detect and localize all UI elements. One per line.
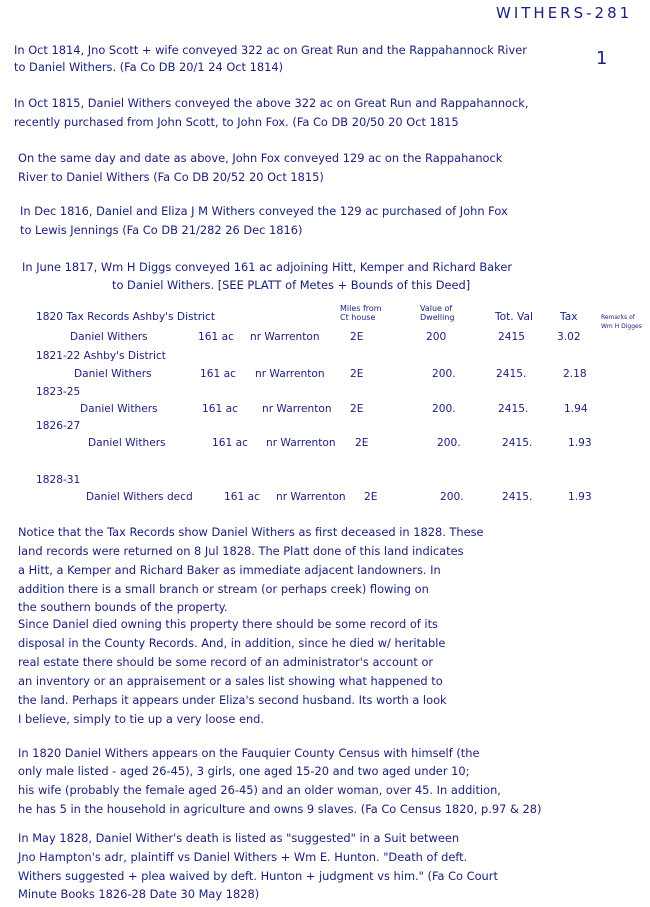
death-line-2: Jno Hampton's adr, plaintiff vs Daniel Withers + Wm E. Hunton. "Death of deft. [18,850,468,864]
notice-line-7: disposal in the County Records. And, in addition, since he died w/ heritable [18,636,446,650]
col-header-miles: Miles from Ct house [340,304,382,322]
deed-1817-line-2: to Daniel Withers. [SEE PLATT of Metes + Bounds of this Deed] [112,278,471,292]
deed-fox-line-1: On the same day and date as above, John Fox conveyed 129 ac on the Rappahanock [18,151,503,165]
table-row-miles: 2E [350,331,364,343]
table-row-name: Daniel Withers [80,403,158,415]
notice-line-8: real estate there should be some record of an administrator's account or [18,655,434,669]
deed-fox-line-2: River to Daniel Withers (Fa Co DB 20/52 20 Oct 1815) [18,170,324,184]
table-row-acres: 161 ac [200,368,236,380]
table-row-miles: 2E [350,368,364,380]
notice-line-5: the southern bounds of the property. [18,600,228,614]
census-line-3: his wife (probably the female aged 26-45) and an older woman, over 45. In addition, [18,783,501,797]
table-row-total: 2415. [502,437,533,449]
table-row-tax: 2.18 [563,368,587,380]
census-line-1: In 1820 Daniel Withers appears on the Fauquier County Census with himself (the [18,746,480,760]
table-row-total: 2415. [498,403,529,415]
table-row-tax: 1.93 [568,491,592,503]
table-row-location: nr Warrenton [255,368,325,380]
notice-line-9: an inventory or an appraisement or a sales list showing what happened to [18,674,443,688]
table-row-total: 2415. [496,368,527,380]
table-row-name: Daniel Withers decd [86,491,193,503]
tax-table-title: 1820 Tax Records Ashby's District [36,311,215,323]
table-row-acres: 161 ac [212,437,248,449]
table-row-acres: 161 ac [202,403,238,415]
notice-line-4: addition there is a small branch or stream (or perhaps creek) flowing on [18,582,429,596]
page-number: 1 [596,48,608,69]
table-row-dwelling: 200. [432,368,456,380]
table-row-dwelling: 200. [432,403,456,415]
table-row-name: Daniel Withers [70,331,148,343]
notice-line-10: the land. Perhaps it appears under Eliza's second husband. Its worth a look [18,693,447,707]
deed-1816-line-1: In Dec 1816, Daniel and Eliza J M Withers conveyed the 129 ac purchased of John Fox [20,204,508,218]
table-row-location: nr Warrenton [266,437,336,449]
deed-1814-line-2: to Daniel Withers. (Fa Co DB 20/1 24 Oct 1814) [14,60,284,74]
table-group-year: 1826-27 [36,420,81,432]
table-row-location: nr Warrenton [250,331,320,343]
table-group-year: 1823-25 [36,386,81,398]
table-row-name: Daniel Withers [88,437,166,449]
table-row-name: Daniel Withers [74,368,152,380]
table-row-tax: 1.93 [568,437,592,449]
death-line-1: In May 1828, Daniel Wither's death is listed as "suggested" in a Suit between [18,831,460,845]
deed-1816-line-2: to Lewis Jennings (Fa Co DB 21/282 26 Dec 1816) [20,223,303,237]
deed-1815-line-2: recently purchased from John Scott, to John Fox. (Fa Co DB 20/50 20 Oct 1815 [14,115,459,129]
death-line-3: Withers suggested + plea waived by deft. Hunton + judgment vs him." (Fa Co Court [18,869,498,883]
table-row-location: nr Warrenton [262,403,332,415]
table-row-dwelling: 200. [437,437,461,449]
table-row-acres: 161 ac [224,491,260,503]
census-line-2: only male listed - aged 26-45), 3 girls, one aged 15-20 and two aged under 10; [18,764,470,778]
table-group-year: 1828-31 [36,474,81,486]
table-row-total: 2415. [502,491,533,503]
table-row-tax: 1.94 [564,403,588,415]
notice-line-3: a Hitt, a Kemper and Richard Baker as immediate adjacent landowners. In [18,563,441,577]
death-line-4: Minute Books 1826-28 Date 30 May 1828) [18,887,260,901]
deed-1817-line-1: In June 1817, Wm H Diggs conveyed 161 ac adjoining Hitt, Kemper and Richard Baker [22,260,513,274]
notice-line-2: land records were returned on 8 Jul 1828. The Platt done of this land indicates [18,544,464,558]
table-row-location: nr Warrenton [276,491,346,503]
notice-line-11: I believe, simply to tie up a very loose end. [18,712,265,726]
notice-line-6: Since Daniel died owning this property there should be some record of its [18,617,438,631]
table-row-dwelling: 200. [440,491,464,503]
table-row-miles: 2E [364,491,378,503]
table-row-acres: 161 ac [198,331,234,343]
col-header-total: Tot. Val [495,311,533,323]
document-title: WITHERS-281 [496,4,633,22]
col-header-dwelling: Value of Dwelling [420,304,455,322]
deed-1815-line-1: In Oct 1815, Daniel Withers conveyed the above 322 ac on Great Run and Rappahannock, [14,96,529,110]
table-row-tax: 3.02 [557,331,581,343]
col-header-remarks: Remarks of Wm H Digges [601,314,642,330]
table-row-total: 2415 [498,331,525,343]
census-line-4: he has 5 in the household in agriculture and owns 9 slaves. (Fa Co Census 1820, p.97 & 28) [18,802,542,816]
table-row-miles: 2E [350,403,364,415]
notice-line-1: Notice that the Tax Records show Daniel Withers as first deceased in 1828. These [18,525,484,539]
table-row-miles: 2E [355,437,369,449]
table-group-year: 1821-22 Ashby's District [36,350,166,362]
deed-1814-line-1: In Oct 1814, Jno Scott + wife conveyed 322 ac on Great Run and the Rappahannock River [14,43,527,57]
col-header-tax: Tax [560,311,578,323]
table-row-dwelling: 200 [426,331,447,343]
